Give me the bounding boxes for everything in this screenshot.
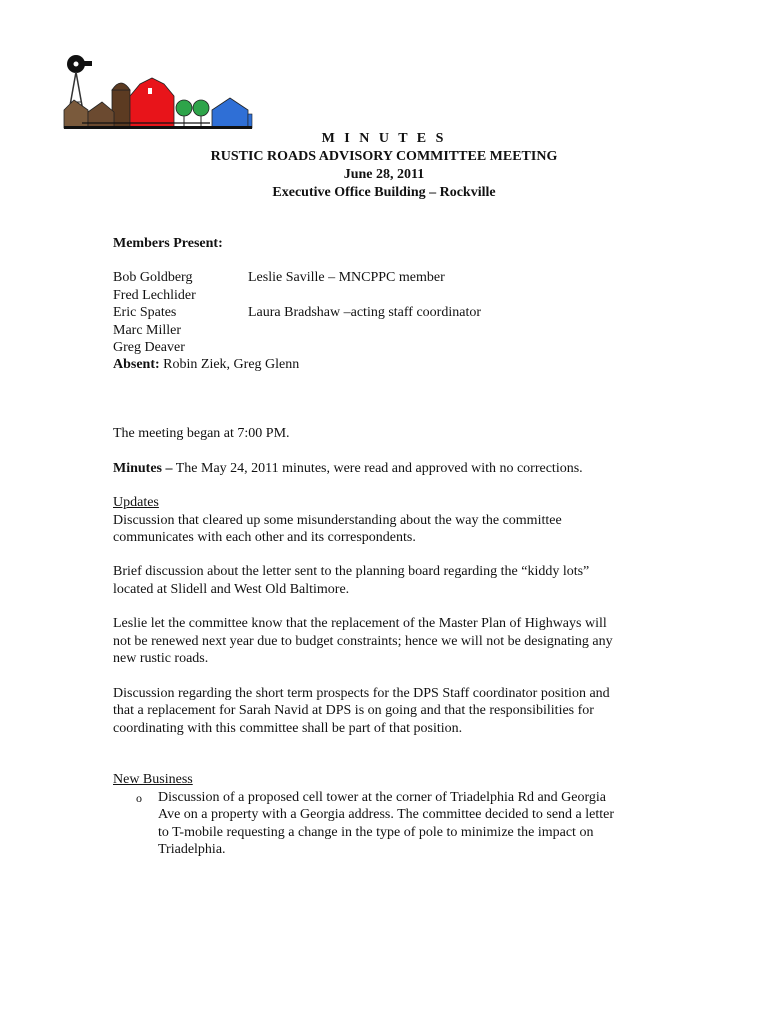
paragraph-line: coordinating with this committee shall be part of that position. (113, 720, 463, 736)
minutes-title: M I N U T E S (321, 131, 447, 146)
absent-label: Absent: (113, 357, 160, 372)
member-name: Fred Lechlider (113, 287, 196, 303)
member-name: Eric Spates (113, 305, 177, 320)
minutes-label: Minutes – (113, 461, 173, 476)
member-name: Laura Bradshaw –acting staff coordinator (248, 305, 481, 320)
members-present-heading: Members Present: (113, 236, 223, 251)
blue-house-icon (212, 98, 252, 128)
paragraph-line: that a replacement for Sarah Navid at DPS is on going and that the responsibilities for (113, 703, 594, 718)
bullet-line: Ave on a property with a Georgia address. The committee decided to send a letter (158, 807, 615, 822)
bullet-icon: o (136, 791, 142, 805)
committee-name: RUSTIC ROADS ADVISORY COMMITTEE MEETING (210, 149, 558, 164)
member-name: Leslie Saville – MNCPPC member (248, 270, 445, 285)
bullet-line: to T-mobile requesting a change in the type of pole to minimize the impact on (158, 824, 594, 840)
updates-heading: Updates (113, 495, 159, 510)
silo-icon (112, 83, 130, 128)
meeting-location: Executive Office Building – Rockville (272, 185, 496, 200)
paragraph-line: Discussion regarding the short term prospects for the DPS Staff coordinator position and (113, 685, 610, 701)
meeting-date: June 28, 2011 (343, 167, 425, 182)
paragraph-line: located at Slidell and West Old Baltimore. (113, 581, 350, 597)
minutes-approval (113, 460, 583, 478)
paragraph-line: Leslie let the committee know that the replacement of the Master Plan of Highways will (113, 616, 607, 631)
paragraph-line: Discussion that cleared up some misunderstanding about the way the committee (113, 512, 562, 528)
bullet-line: Triadelphia. (158, 842, 226, 857)
new-business-heading: New Business (113, 772, 193, 787)
meeting-start: The meeting began at 7:00 PM. (113, 426, 290, 441)
rustic-roads-logo (62, 52, 254, 132)
paragraph-line: communicates with each other and its correspondents. (113, 530, 416, 545)
absent-names: Robin Ziek, Greg Glenn (159, 357, 300, 372)
member-name: Greg Deaver (113, 340, 185, 355)
member-name: Marc Miller (113, 322, 182, 338)
minutes-text: The May 24, 2011 minutes, were read and approved with no corrections. (172, 461, 583, 476)
document-header (0, 130, 768, 202)
member-name: Bob Goldberg (113, 270, 193, 285)
absent-line (113, 356, 299, 374)
paragraph-line: Brief discussion about the letter sent to the planning board regarding the “kiddy lots” (113, 564, 590, 579)
paragraph-line: not be renewed next year due to budget constraints; hence we will not be designating any (113, 633, 613, 649)
red-barn-icon (130, 78, 174, 128)
paragraph-line: new rustic roads. (113, 651, 209, 666)
bullet-line: Discussion of a proposed cell tower at the corner of Triadelphia Rd and Georgia (158, 789, 607, 805)
trees-icon (176, 100, 209, 128)
